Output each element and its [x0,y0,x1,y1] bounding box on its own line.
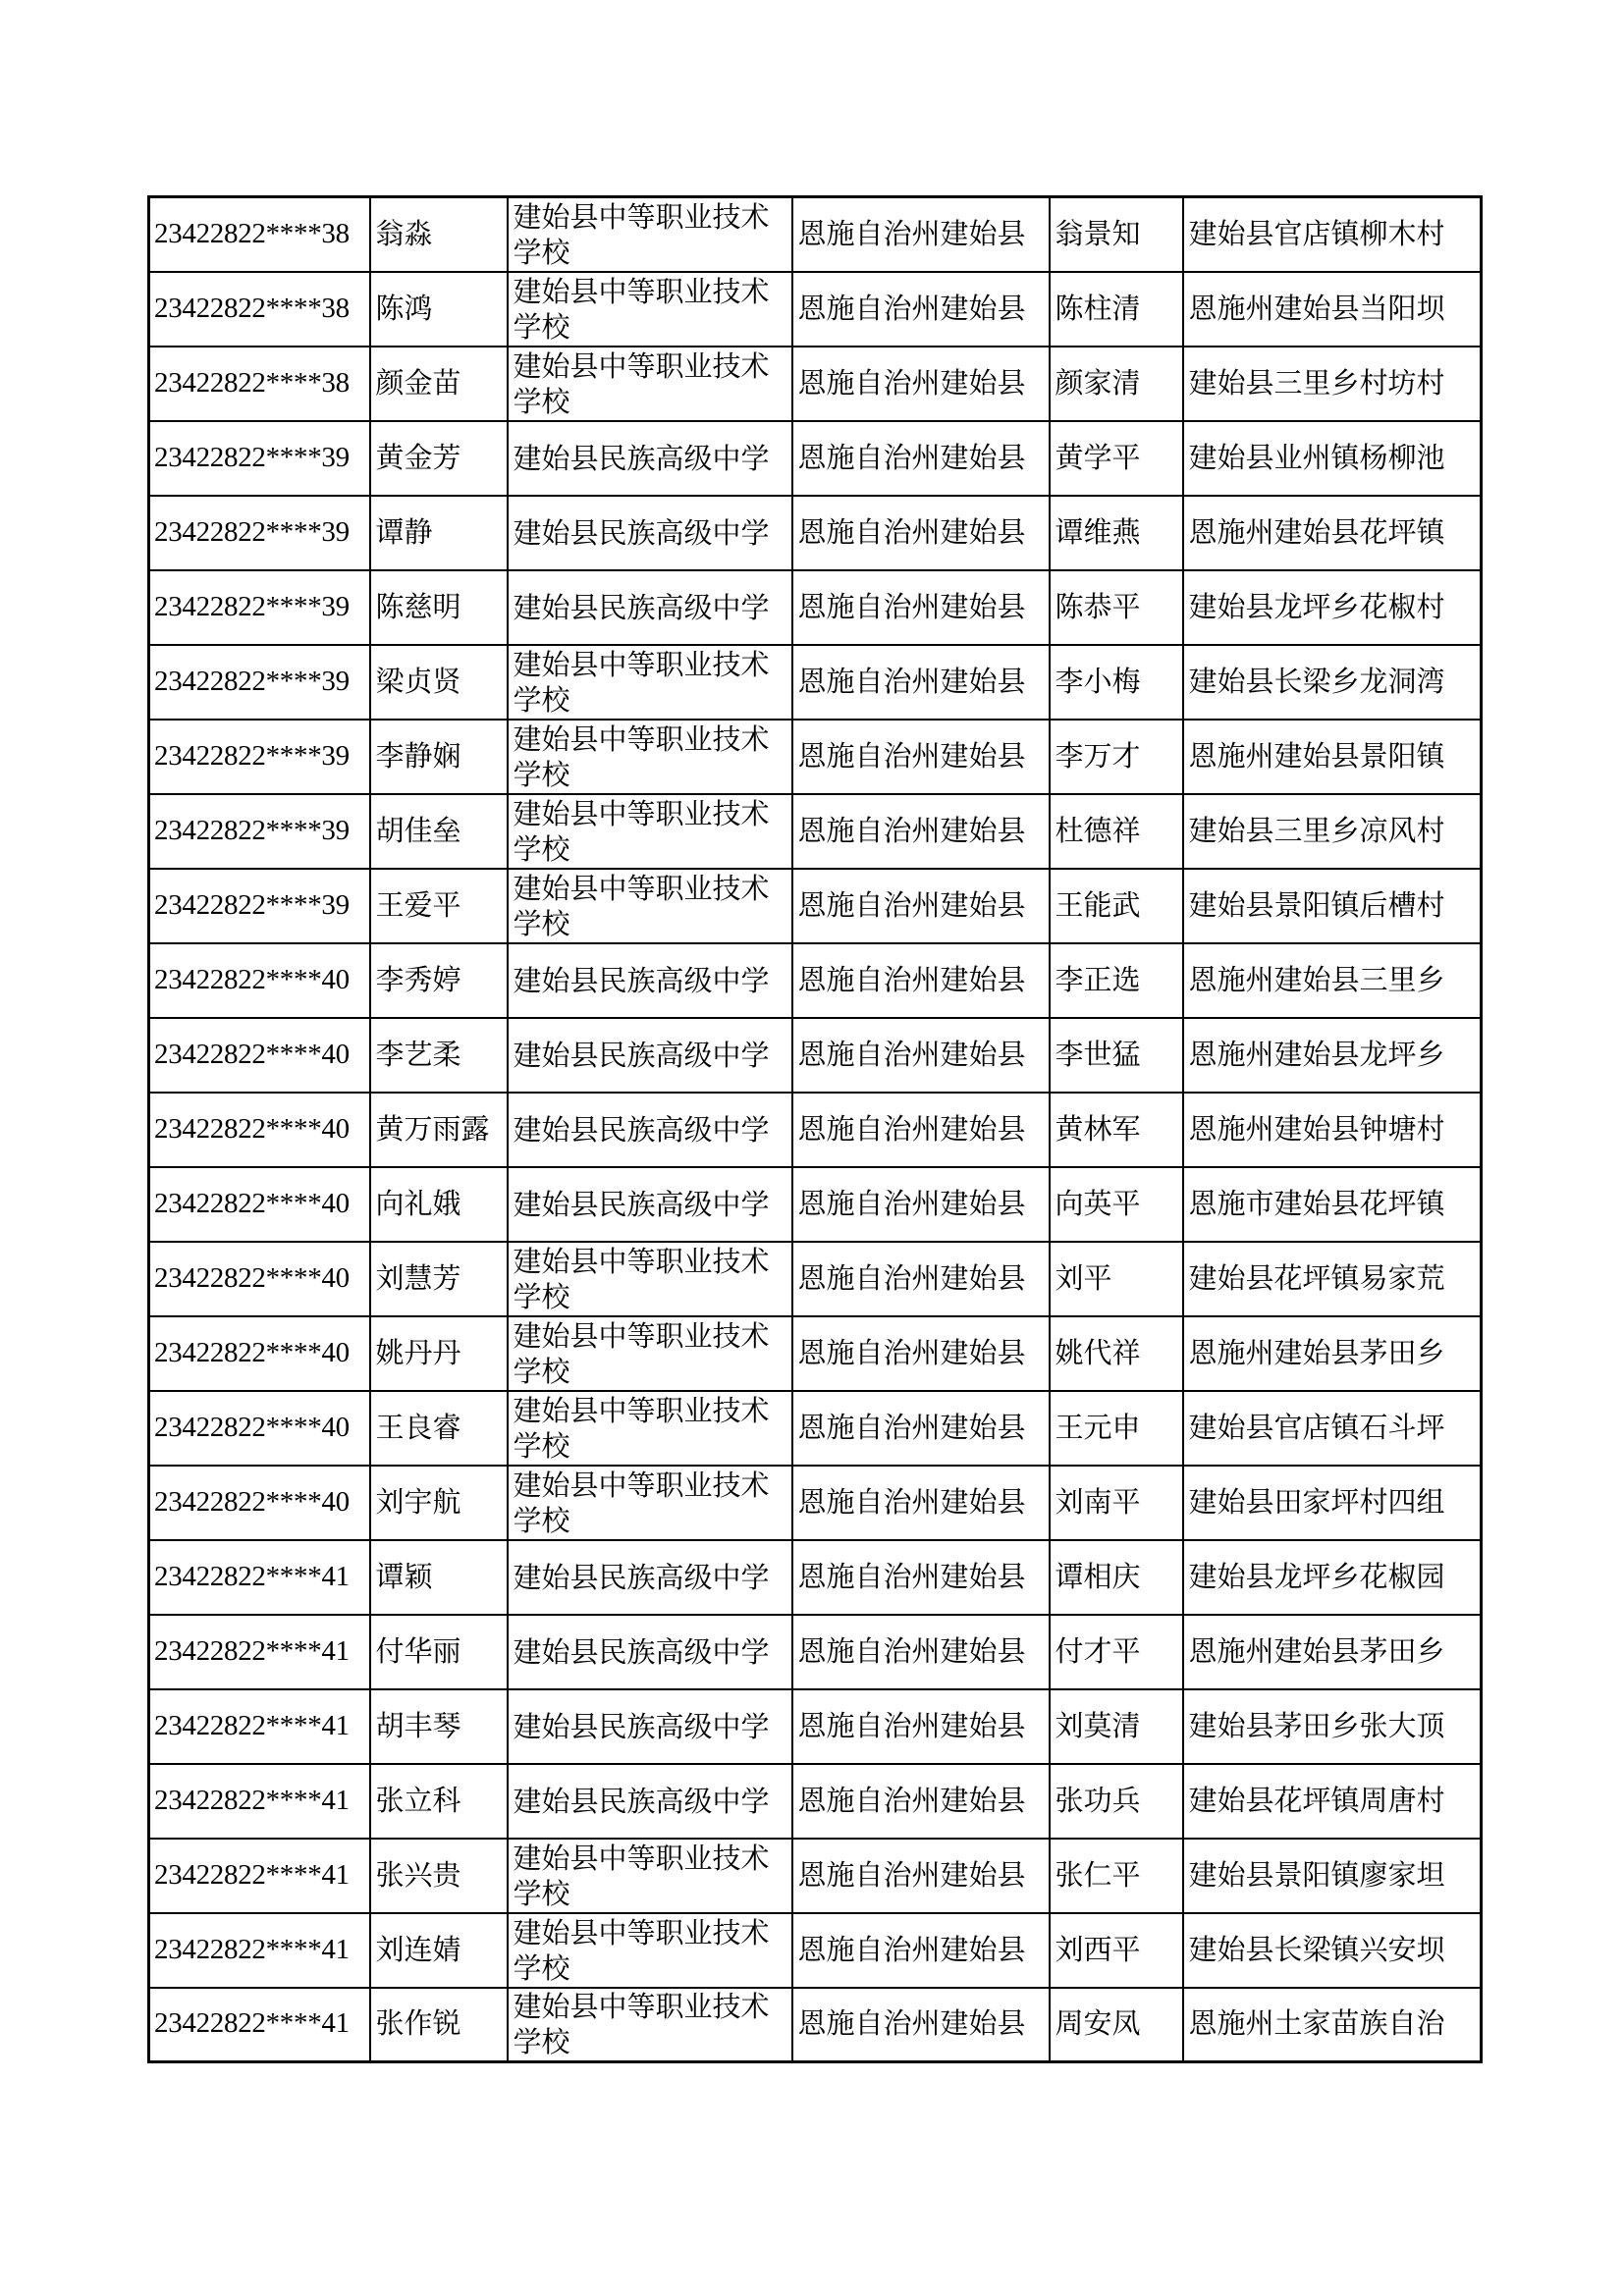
student-name-cell: 黄万雨露 [370,1093,508,1167]
student-id-cell: 23422822****38 [149,272,370,347]
guardian-cell: 黄林军 [1050,1093,1183,1167]
table-row [149,496,1482,570]
school-cell: 建始县民族高级中学 [508,1018,792,1093]
table-row [149,1764,1482,1839]
guardian-cell: 翁景知 [1050,197,1183,272]
student-name-cell: 刘慧芳 [370,1242,508,1316]
student-id-cell: 23422822****41 [149,1615,370,1689]
student-name-cell: 胡佳垒 [370,794,508,869]
region-cell: 恩施自治州建始县 [792,1093,1050,1167]
table-row [149,1093,1482,1167]
table-row [149,1316,1482,1391]
table-row [149,720,1482,794]
table-row [149,421,1482,496]
student-name-cell: 李静娴 [370,720,508,794]
guardian-cell: 向英平 [1050,1167,1183,1242]
region-cell: 恩施自治州建始县 [792,1167,1050,1242]
guardian-cell: 颜家清 [1050,347,1183,421]
address-cell: 建始县景阳镇后槽村 [1183,869,1482,943]
student-name-cell: 王爱平 [370,869,508,943]
school-cell: 建始县中等职业技术学校 [508,1391,792,1466]
region-cell: 恩施自治州建始县 [792,943,1050,1018]
student-id-cell: 23422822****40 [149,1316,370,1391]
school-cell: 建始县中等职业技术学校 [508,1466,792,1540]
student-name-cell: 陈慈明 [370,570,508,645]
school-cell: 建始县中等职业技术学校 [508,1988,792,2062]
table-row [149,1391,1482,1466]
guardian-cell: 刘平 [1050,1242,1183,1316]
student-name-cell: 谭颖 [370,1540,508,1615]
region-cell: 恩施自治州建始县 [792,1988,1050,2062]
school-cell: 建始县中等职业技术学校 [508,272,792,347]
student-name-cell: 胡丰琴 [370,1689,508,1764]
guardian-cell: 谭维燕 [1050,496,1183,570]
student-name-cell: 李艺柔 [370,1018,508,1093]
region-cell: 恩施自治州建始县 [792,1540,1050,1615]
school-cell: 建始县中等职业技术学校 [508,645,792,720]
school-cell: 建始县中等职业技术学校 [508,1839,792,1913]
school-cell: 建始县民族高级中学 [508,1764,792,1839]
address-cell: 建始县长梁镇兴安坝 [1183,1913,1482,1988]
region-cell: 恩施自治州建始县 [792,1466,1050,1540]
guardian-cell: 黄学平 [1050,421,1183,496]
student-name-cell: 王良睿 [370,1391,508,1466]
student-name-cell: 黄金芳 [370,421,508,496]
region-cell: 恩施自治州建始县 [792,1913,1050,1988]
student-id-cell: 23422822****41 [149,1913,370,1988]
address-cell: 恩施州建始县龙坪乡 [1183,1018,1482,1093]
address-cell: 建始县景阳镇廖家坦 [1183,1839,1482,1913]
guardian-cell: 杜德祥 [1050,794,1183,869]
table-row [149,943,1482,1018]
address-cell: 建始县官店镇柳木村 [1183,197,1482,272]
table-row [149,1167,1482,1242]
guardian-cell: 付才平 [1050,1615,1183,1689]
school-cell: 建始县民族高级中学 [508,943,792,1018]
student-id-cell: 23422822****38 [149,197,370,272]
school-cell: 建始县民族高级中学 [508,1615,792,1689]
student-id-cell: 23422822****40 [149,943,370,1018]
guardian-cell: 张仁平 [1050,1839,1183,1913]
guardian-cell: 姚代祥 [1050,1316,1183,1391]
guardian-cell: 周安凤 [1050,1988,1183,2062]
table-row [149,1839,1482,1913]
region-cell: 恩施自治州建始县 [792,496,1050,570]
student-name-cell: 向礼娥 [370,1167,508,1242]
table-row [149,1466,1482,1540]
school-cell: 建始县中等职业技术学校 [508,197,792,272]
student-id-cell: 23422822****41 [149,1839,370,1913]
roster-body [149,197,1482,2062]
school-cell: 建始县民族高级中学 [508,421,792,496]
address-cell: 建始县茅田乡张大顶 [1183,1689,1482,1764]
student-id-cell: 23422822****39 [149,869,370,943]
guardian-cell: 刘南平 [1050,1466,1183,1540]
student-name-cell: 付华丽 [370,1615,508,1689]
student-id-cell: 23422822****39 [149,720,370,794]
student-name-cell: 陈鸿 [370,272,508,347]
address-cell: 建始县花坪镇周唐村 [1183,1764,1482,1839]
student-roster-table [147,195,1483,2063]
student-name-cell: 翁淼 [370,197,508,272]
school-cell: 建始县中等职业技术学校 [508,869,792,943]
address-cell: 建始县业州镇杨柳池 [1183,421,1482,496]
address-cell: 建始县田家坪村四组 [1183,1466,1482,1540]
student-name-cell: 谭静 [370,496,508,570]
region-cell: 恩施自治州建始县 [792,1839,1050,1913]
student-id-cell: 23422822****40 [149,1093,370,1167]
table-row [149,272,1482,347]
table-row [149,197,1482,272]
guardian-cell: 陈恭平 [1050,570,1183,645]
student-id-cell: 23422822****41 [149,1540,370,1615]
student-name-cell: 姚丹丹 [370,1316,508,1391]
student-name-cell: 张兴贵 [370,1839,508,1913]
student-id-cell: 23422822****38 [149,347,370,421]
school-cell: 建始县民族高级中学 [508,1093,792,1167]
school-cell: 建始县中等职业技术学校 [508,720,792,794]
student-name-cell: 刘连婧 [370,1913,508,1988]
address-cell: 恩施州建始县三里乡 [1183,943,1482,1018]
address-cell: 建始县龙坪乡花椒园 [1183,1540,1482,1615]
student-name-cell: 梁贞贤 [370,645,508,720]
address-cell: 建始县花坪镇易家荒 [1183,1242,1482,1316]
student-name-cell: 张立科 [370,1764,508,1839]
student-id-cell: 23422822****41 [149,1988,370,2062]
address-cell: 恩施市建始县花坪镇 [1183,1167,1482,1242]
guardian-cell: 李世猛 [1050,1018,1183,1093]
student-name-cell: 李秀婷 [370,943,508,1018]
student-id-cell: 23422822****39 [149,570,370,645]
region-cell: 恩施自治州建始县 [792,1242,1050,1316]
region-cell: 恩施自治州建始县 [792,570,1050,645]
student-id-cell: 23422822****39 [149,421,370,496]
student-name-cell: 张作锐 [370,1988,508,2062]
school-cell: 建始县中等职业技术学校 [508,1316,792,1391]
address-cell: 恩施州建始县茅田乡 [1183,1615,1482,1689]
table-row [149,1018,1482,1093]
table-row [149,1988,1482,2062]
guardian-cell: 王元申 [1050,1391,1183,1466]
table-row [149,570,1482,645]
school-cell: 建始县中等职业技术学校 [508,1242,792,1316]
region-cell: 恩施自治州建始县 [792,720,1050,794]
student-id-cell: 23422822****40 [149,1466,370,1540]
student-id-cell: 23422822****40 [149,1167,370,1242]
table-row [149,645,1482,720]
student-id-cell: 23422822****39 [149,645,370,720]
student-id-cell: 23422822****41 [149,1764,370,1839]
school-cell: 建始县民族高级中学 [508,570,792,645]
guardian-cell: 张功兵 [1050,1764,1183,1839]
student-id-cell: 23422822****39 [149,794,370,869]
region-cell: 恩施自治州建始县 [792,347,1050,421]
school-cell: 建始县民族高级中学 [508,496,792,570]
region-cell: 恩施自治州建始县 [792,794,1050,869]
table-row [149,869,1482,943]
address-cell: 恩施州建始县当阳坝 [1183,272,1482,347]
address-cell: 恩施州土家苗族自治 [1183,1988,1482,2062]
region-cell: 恩施自治州建始县 [792,197,1050,272]
region-cell: 恩施自治州建始县 [792,1764,1050,1839]
table-row [149,1689,1482,1764]
region-cell: 恩施自治州建始县 [792,1615,1050,1689]
school-cell: 建始县中等职业技术学校 [508,347,792,421]
table-row [149,1540,1482,1615]
student-id-cell: 23422822****40 [149,1391,370,1466]
guardian-cell: 李正选 [1050,943,1183,1018]
region-cell: 恩施自治州建始县 [792,1018,1050,1093]
address-cell: 恩施州建始县花坪镇 [1183,496,1482,570]
region-cell: 恩施自治州建始县 [792,1316,1050,1391]
guardian-cell: 王能武 [1050,869,1183,943]
region-cell: 恩施自治州建始县 [792,1689,1050,1764]
address-cell: 恩施州建始县钟塘村 [1183,1093,1482,1167]
school-cell: 建始县民族高级中学 [508,1689,792,1764]
guardian-cell: 刘莫清 [1050,1689,1183,1764]
school-cell: 建始县民族高级中学 [508,1540,792,1615]
address-cell: 建始县三里乡凉风村 [1183,794,1482,869]
guardian-cell: 谭相庆 [1050,1540,1183,1615]
guardian-cell: 刘西平 [1050,1913,1183,1988]
address-cell: 恩施州建始县景阳镇 [1183,720,1482,794]
student-id-cell: 23422822****40 [149,1242,370,1316]
guardian-cell: 陈柱清 [1050,272,1183,347]
address-cell: 建始县官店镇石斗坪 [1183,1391,1482,1466]
table-row [149,1615,1482,1689]
region-cell: 恩施自治州建始县 [792,645,1050,720]
region-cell: 恩施自治州建始县 [792,1391,1050,1466]
region-cell: 恩施自治州建始县 [792,421,1050,496]
region-cell: 恩施自治州建始县 [792,869,1050,943]
student-name-cell: 颜金苗 [370,347,508,421]
school-cell: 建始县民族高级中学 [508,1167,792,1242]
student-id-cell: 23422822****40 [149,1018,370,1093]
guardian-cell: 李万才 [1050,720,1183,794]
address-cell: 建始县龙坪乡花椒村 [1183,570,1482,645]
guardian-cell: 李小梅 [1050,645,1183,720]
region-cell: 恩施自治州建始县 [792,272,1050,347]
student-id-cell: 23422822****41 [149,1689,370,1764]
table-row [149,794,1482,869]
student-id-cell: 23422822****39 [149,496,370,570]
address-cell: 建始县长梁乡龙洞湾 [1183,645,1482,720]
table-row [149,1242,1482,1316]
table-row [149,347,1482,421]
address-cell: 恩施州建始县茅田乡 [1183,1316,1482,1391]
student-name-cell: 刘宇航 [370,1466,508,1540]
school-cell: 建始县中等职业技术学校 [508,794,792,869]
table-row [149,1913,1482,1988]
school-cell: 建始县中等职业技术学校 [508,1913,792,1988]
address-cell: 建始县三里乡村坊村 [1183,347,1482,421]
